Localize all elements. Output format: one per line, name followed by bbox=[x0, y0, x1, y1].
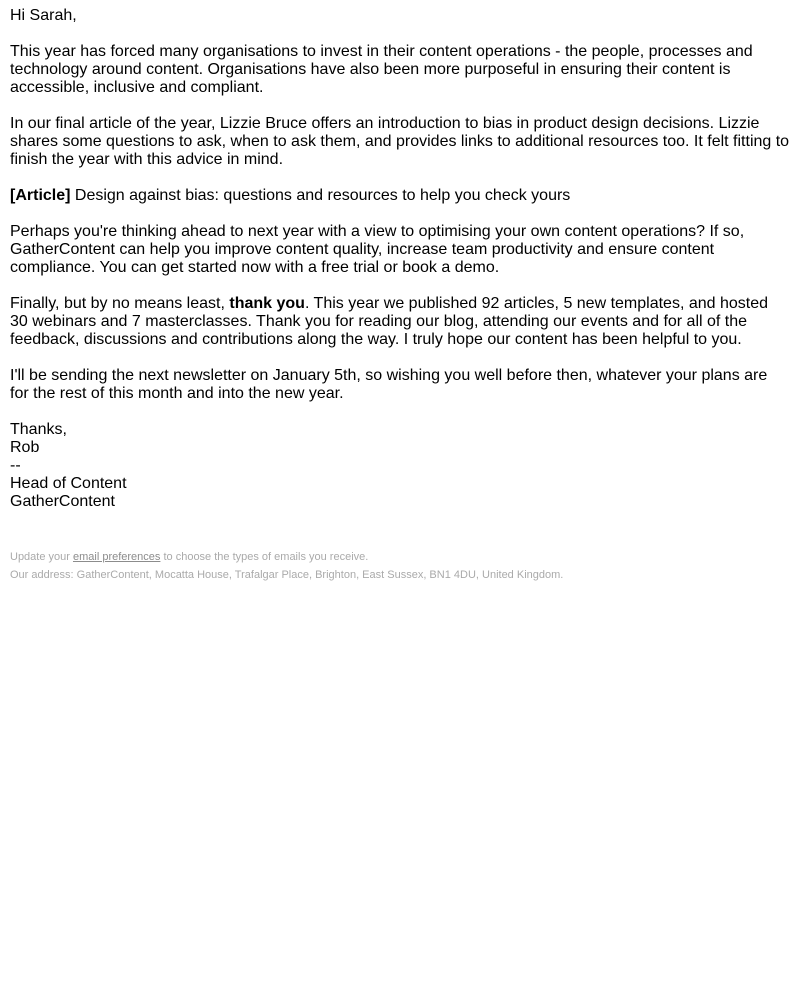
greeting: Hi Sarah, bbox=[10, 7, 77, 24]
signature-thanks: Thanks, bbox=[10, 421, 67, 438]
intro-paragraph: This year has forced many organisations to invest in their content operations - the people, processes and technology around content. Organisations have also been more purposeful in ensuring their content is accessible, inclusive and compliant. bbox=[10, 43, 753, 96]
article-title-link[interactable]: Design against bias: questions and resources to help you check yours bbox=[70, 187, 571, 204]
thank-you-bold: thank you bbox=[229, 295, 305, 312]
signature-name: Rob bbox=[10, 439, 40, 456]
article-intro-paragraph: In our final article of the year, Lizzie Bruce offers an introduction to bias in product design decisions. Lizzie shares some questions to ask, when to ask them, and provides links to additional resources too. It felt fitting to finish the year with this advice in mind. bbox=[10, 115, 790, 168]
content-ops-paragraph: Perhaps you're thinking ahead to next year with a view to optimising your own content operations? If so, GatherContent can help you improve content quality, increase team productivity and ensure content compliance. You can get started now with a free trial or book a demo. bbox=[10, 223, 745, 276]
preferences-before: Update your bbox=[10, 551, 73, 563]
email-preferences-link[interactable]: email preferences bbox=[72, 551, 161, 563]
email-footer bbox=[10, 548, 790, 584]
next-newsletter-paragraph: I'll be sending the next newsletter on January 5th, so wishing you well before then, whatever your plans are for the rest of this month and into the new year. bbox=[10, 367, 768, 402]
postal-address: Our address: GatherContent, Mocatta House, Trafalgar Place, Brighton, East Sussex, BN1 4DU, United Kingdom. bbox=[10, 569, 564, 581]
article-tag: [Article] bbox=[10, 187, 71, 204]
signature-separator: -- bbox=[10, 457, 21, 474]
thank-you-rest: . This year we published 92 articles, 5 new templates, and hosted 30 webinars and 7 masterclasses. Thank you for reading our blog, attending our events and for all of the feedback, discussions and contributions along the way. I truly hope our content has been helpful to you. bbox=[10, 295, 769, 348]
signature-company: GatherContent bbox=[10, 493, 115, 510]
signature bbox=[10, 421, 790, 511]
signature-role: Head of Content bbox=[10, 475, 127, 492]
article-link-line[interactable] bbox=[10, 187, 790, 205]
thank-you-lead: Finally, but by no means least, bbox=[10, 295, 230, 312]
preferences-line bbox=[10, 548, 790, 566]
thank-you-paragraph bbox=[10, 295, 790, 349]
preferences-after: to choose the types of emails you receive. bbox=[160, 551, 369, 563]
